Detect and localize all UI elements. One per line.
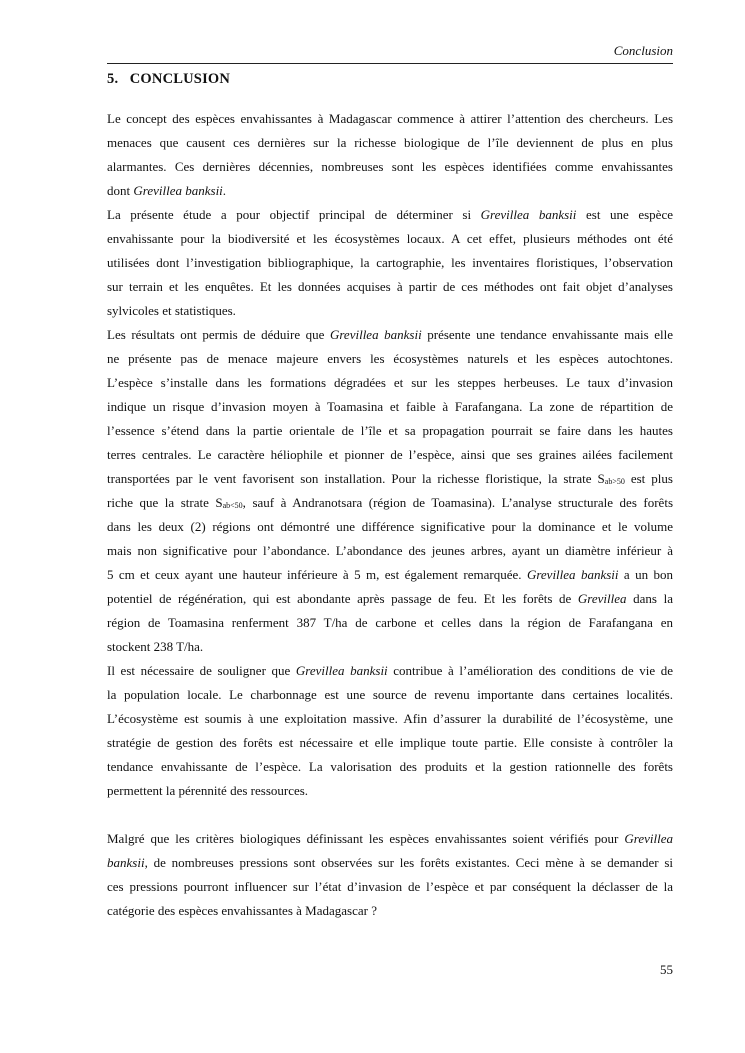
text-line: ces pressions pourront influencer sur l’état d’invasion de l’espèce et par conséquent la déclasser de la: [107, 879, 673, 894]
text-line: stockent 238 T/ha.: [107, 639, 204, 654]
text-run: 5 cm et ceux ayant une hauteur inférieure à 5 m, est également remarquée.: [107, 567, 527, 582]
text-run: est plus: [624, 471, 673, 486]
text-run: est une espèce: [576, 207, 673, 222]
text-line: sylvicoles et statistiques.: [107, 303, 236, 318]
text-line: région de Toamasina renferment 387 T/ha de carbone et celles dans la région de Farafangana en: [107, 615, 673, 630]
species-name: Grevillea banksii: [526, 567, 619, 582]
text-line: alarmantes. Ces dernières décennies, nombreuses sont les espèces identifiées comme envahissantes: [107, 159, 673, 174]
text-line: tendance envahissante de l’espèce. La valorisation des produits et la gestion rationnelle des forêts: [107, 759, 673, 774]
text-line: [107, 467, 673, 491]
text-line: sur terrain et les enquêtes. Et les données acquises à partir de ces méthodes ont fait objet d’analyses: [107, 279, 673, 294]
running-header: Conclusion: [613, 43, 673, 58]
text-line: [107, 827, 673, 851]
text-line: [107, 323, 673, 347]
text-run: dans la: [626, 591, 673, 606]
text-line: menaces que causent ces dernières sur la richesse biologique de l’île deviennent de plus en plus: [107, 135, 673, 150]
text-line: [107, 491, 673, 515]
text-run: Malgré que les critères biologiques définissant les espèces envahissantes soient vérifiés pour: [107, 831, 625, 846]
text-line: stratégie de gestion des forêts est nécessaire et elle implique toute partie. Elle consiste à contrôler la: [107, 735, 673, 750]
text-run: a un bon: [618, 567, 673, 582]
text-run: dont: [107, 183, 134, 198]
text-line: permettent la pérennité des ressources.: [107, 783, 309, 798]
text-line: indique un risque d’invasion moyen à Toamasina et faible à Farafangana. La zone de répartition de: [107, 399, 673, 414]
text-line: [107, 587, 673, 611]
species-name: Grevillea banksii: [329, 327, 422, 342]
text-line: [107, 203, 673, 227]
text-line: utilisées dont l’investigation bibliographique, la cartographie, les inventaires floristiques, l’observation: [107, 255, 673, 270]
section-heading: [107, 70, 230, 88]
text-run: contribue à l’amélioration des conditions de vie de: [387, 663, 673, 678]
species-name: Grevillea banksii: [480, 207, 577, 222]
text-line: [107, 851, 673, 875]
text-line: l’essence s’étend dans la partie orientale de l’île et sa propagation pourrait se faire dans les hautes: [107, 423, 673, 438]
text-run: riche que la strate S: [107, 495, 223, 510]
epithet-name: banksii: [107, 855, 145, 870]
text-line: catégorie des espèces envahissantes à Madagascar ?: [107, 903, 377, 918]
section-number: 5.: [107, 71, 119, 87]
genus-name: Grevillea: [624, 831, 673, 846]
text-line: L’espèce s’installe dans les formations dégradées et sur les steppes herbeuses. Le taux d’invasion: [107, 375, 673, 390]
text-run: Les résultats ont permis de déduire que: [107, 327, 330, 342]
text-run: , de nombreuses pressions sont observées sur les forêts existantes. Ceci mène à se demander si: [144, 855, 673, 870]
text-line: la population locale. Le charbonnage est une source de revenu importante dans certaines localités.: [107, 687, 673, 702]
species-name: Grevillea banksii: [295, 663, 388, 678]
text-line: mais non significative pour l’abondance. L’abondance des jeunes arbres, ayant un diamètre inférieur à: [107, 543, 673, 558]
text-line: ne présente pas de menace majeure envers les écosystèmes naturels et les espèces autochtones.: [107, 351, 673, 366]
page-number: 55: [660, 962, 673, 977]
subscript: ab<50: [222, 501, 243, 510]
paragraph-gap: [107, 803, 673, 827]
text-run: présente une tendance envahissante mais elle: [421, 327, 673, 342]
text-run: Il est nécessaire de souligner que: [107, 663, 296, 678]
text-line: dans les deux (2) régions ont démontré une différence significative pour la dominance et le volume: [107, 519, 673, 534]
text-run: .: [222, 183, 227, 198]
genus-name: Grevillea: [577, 591, 627, 606]
subscript: ab>50: [604, 477, 625, 486]
conclusion-body: [107, 107, 673, 923]
section-title: CONCLUSION: [129, 71, 231, 87]
text-run: , sauf à Andranotsara (région de Toamasina). L’analyse structurale des forêts: [242, 495, 674, 510]
text-line: Le concept des espèces envahissantes à Madagascar commence à attirer l’attention des chercheurs. Les: [107, 111, 673, 126]
text-line: [107, 563, 673, 587]
text-line: envahissante pour la biodiversité et les écosystèmes locaux. A cet effet, plusieurs méthodes ont été: [107, 231, 673, 246]
species-name: Grevillea banksii: [133, 183, 223, 198]
text-run: potentiel de régénération, qui est abondante après passage de feu. Et les forêts de: [107, 591, 578, 606]
text-line: [107, 659, 673, 683]
text-line: terres centrales. Le caractère héliophile et pionner de l’espèce, ainsi que ses graines ailées facilement: [107, 447, 673, 462]
text-line: L’écosystème est soumis à une exploitation massive. Afin d’assurer la durabilité de l’écosystème, une: [107, 711, 673, 726]
text-line: [107, 179, 673, 203]
text-run: La présente étude a pour objectif principal de déterminer si: [107, 207, 481, 222]
text-run: transportées par le vent favorisent son installation. Pour la richesse floristique, la strate S: [107, 471, 605, 486]
header-rule: [107, 63, 673, 64]
